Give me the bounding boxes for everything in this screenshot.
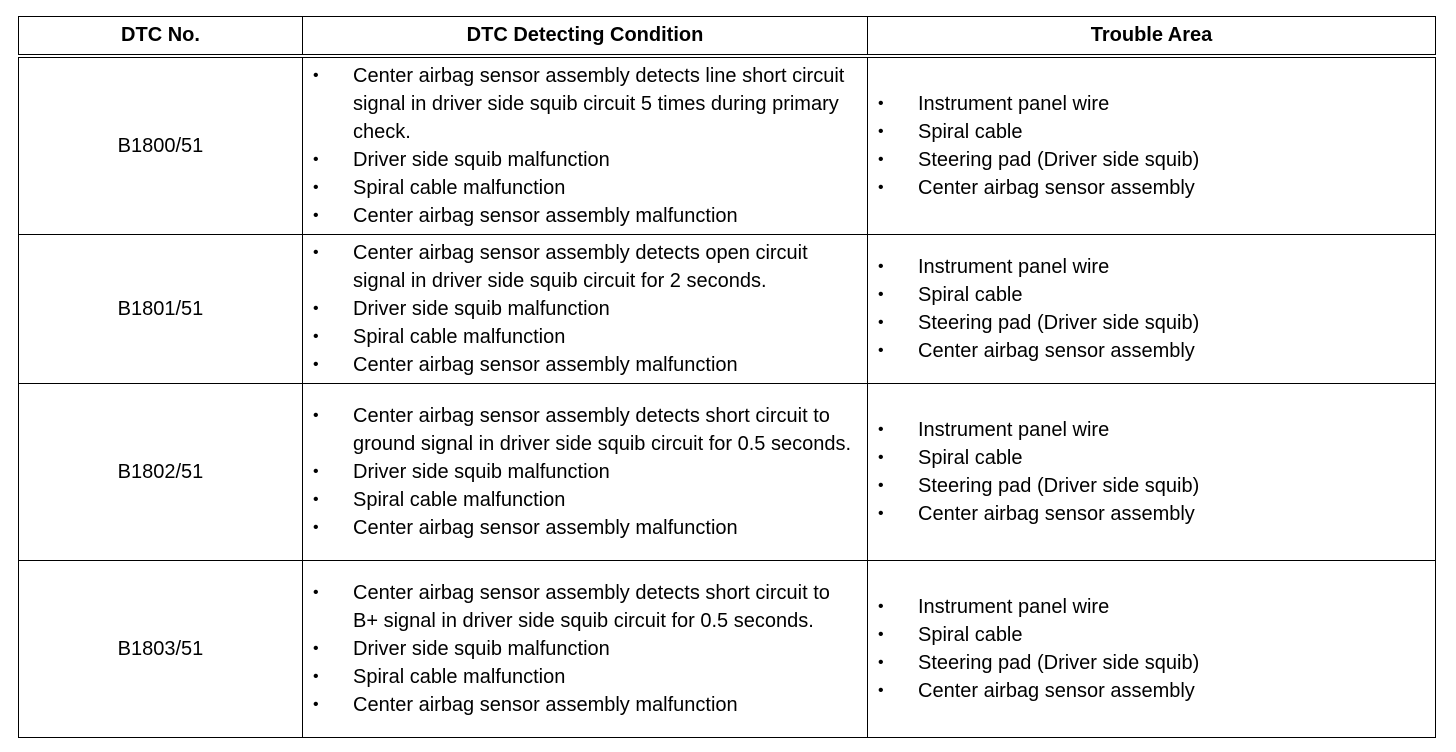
trouble-area-item: • Instrument panel wire [868,90,1427,118]
condition-item: • Center airbag sensor assembly malfunction [303,514,859,542]
dtc-number: B1800/51 [19,56,303,235]
trouble-area-item: • Center airbag sensor assembly [868,174,1427,202]
trouble-area-item: • Instrument panel wire [868,593,1427,621]
condition-item: • Driver side squib malfunction [303,146,859,174]
detecting-condition-cell [303,56,868,235]
condition-list [303,575,867,723]
condition-item: • Center airbag sensor assembly detects line short circuit signal in driver side squib circuit 5 times during primary check. [303,62,859,146]
condition-item: • Spiral cable malfunction [303,323,859,351]
dtc-table [18,16,1436,738]
trouble-area-list [868,86,1435,206]
header-trouble-area: Trouble Area [868,17,1436,57]
condition-item: • Driver side squib malfunction [303,458,859,486]
header-dtc-no: DTC No. [19,17,303,57]
dtc-number: B1801/51 [19,235,303,384]
condition-item: • Spiral cable malfunction [303,663,859,691]
trouble-area-item: • Spiral cable [868,118,1427,146]
trouble-area-item: • Spiral cable [868,444,1427,472]
dtc-number: B1803/51 [19,561,303,738]
condition-item: • Spiral cable malfunction [303,486,859,514]
detecting-condition-cell [303,561,868,738]
condition-item: • Driver side squib malfunction [303,635,859,663]
trouble-area-cell [868,561,1436,738]
trouble-area-item: • Steering pad (Driver side squib) [868,146,1427,174]
trouble-area-item: • Spiral cable [868,281,1427,309]
trouble-area-item: • Steering pad (Driver side squib) [868,472,1427,500]
condition-item: • Driver side squib malfunction [303,295,859,323]
trouble-area-item: • Center airbag sensor assembly [868,337,1427,365]
table-row [19,384,1436,561]
condition-list [303,398,867,546]
trouble-area-item: • Instrument panel wire [868,416,1427,444]
trouble-area-list [868,412,1435,532]
detecting-condition-cell [303,384,868,561]
condition-item: • Center airbag sensor assembly detects short circuit to B+ signal in driver side squib circuit for 0.5 seconds. [303,579,859,635]
trouble-area-item: • Spiral cable [868,621,1427,649]
condition-list [303,58,867,234]
trouble-area-item: • Steering pad (Driver side squib) [868,649,1427,677]
table-row [19,561,1436,738]
detecting-condition-cell [303,235,868,384]
trouble-area-cell [868,384,1436,561]
trouble-area-item: • Instrument panel wire [868,253,1427,281]
condition-item: • Center airbag sensor assembly malfunction [303,691,859,719]
trouble-area-item: • Steering pad (Driver side squib) [868,309,1427,337]
dtc-number: B1802/51 [19,384,303,561]
trouble-area-list [868,249,1435,369]
trouble-area-list [868,589,1435,709]
condition-item: • Center airbag sensor assembly malfunction [303,202,859,230]
header-row [19,17,1436,57]
header-detecting-condition: DTC Detecting Condition [303,17,868,57]
trouble-area-item: • Center airbag sensor assembly [868,500,1427,528]
table-row [19,56,1436,235]
condition-item: • Spiral cable malfunction [303,174,859,202]
condition-list [303,235,867,383]
condition-item: • Center airbag sensor assembly detects short circuit to ground signal in driver side squib circuit for 0.5 seconds. [303,402,859,458]
trouble-area-cell [868,56,1436,235]
trouble-area-item: • Center airbag sensor assembly [868,677,1427,705]
condition-item: • Center airbag sensor assembly malfunction [303,351,859,379]
table-row [19,235,1436,384]
condition-item: • Center airbag sensor assembly detects open circuit signal in driver side squib circuit for 2 seconds. [303,239,859,295]
trouble-area-cell [868,235,1436,384]
